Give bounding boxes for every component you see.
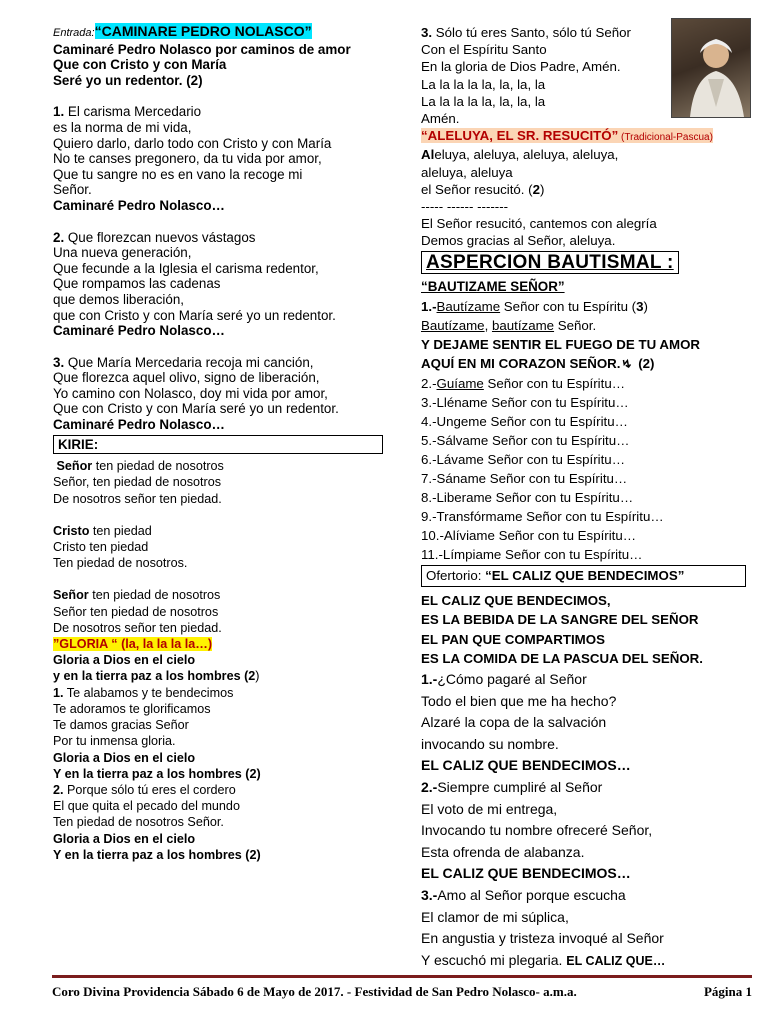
kirie-bold: Cristo xyxy=(53,523,90,538)
chorus-line: Seré yo un redentor. (2) xyxy=(53,72,203,88)
aleluya-title-wrap xyxy=(421,128,713,143)
footer-text: Coro Divina Providencia Sábado 6 de Mayo de 2017. - Festividad de San Pedro Nolasco- a.m.a. xyxy=(52,984,577,999)
chorus-ref: Caminaré Pedro Nolasco… xyxy=(53,197,225,213)
dejame-text: AQUÍ EN MI CORAZON SEÑOR. xyxy=(421,355,621,371)
song1-title: “CAMINARE PEDRO NOLASCO” xyxy=(94,23,312,39)
verse-line: que demos liberación, xyxy=(53,291,185,307)
gloria-chorus: Gloria a Dios en el cielo xyxy=(53,750,196,765)
caliz-ref-inline: EL CALIZ QUE… xyxy=(566,953,666,968)
bautizame-line: 3.-Lléname Señor con tu Espíritu… xyxy=(421,394,629,410)
underlined-word: Bautízame xyxy=(421,317,485,333)
dejame-line: Y DEJAME SENTIR EL FUEGO DE TU AMOR xyxy=(421,336,701,352)
kirie-text: ten piedad xyxy=(89,523,152,538)
verse-line: Que rompamos las cadenas xyxy=(53,276,221,292)
bautizame-line: 4.-Ungeme Señor con tu Espíritu… xyxy=(421,413,628,429)
aleluya-line: Demos gracias al Señor, aleluya. xyxy=(421,233,616,249)
aleluya-text: ) xyxy=(540,181,545,197)
kirie-line: Señor ten piedad de nosotros xyxy=(53,604,219,619)
kirie-line: Ten piedad de nosotros. xyxy=(53,556,188,571)
caliz-ref: EL CALIZ QUE BENDECIMOS… xyxy=(421,757,631,774)
underlined-word: Guíame xyxy=(436,375,484,391)
bautizame-line: 8.-Liberame Señor con tu Espíritu… xyxy=(421,489,634,505)
kirie-text: ten piedad de nosotros xyxy=(92,459,224,474)
chorus-line: Que con Cristo y con María xyxy=(53,57,227,73)
caliz-text: ¿Cómo pagaré al Señor xyxy=(437,671,587,688)
aspercion-heading xyxy=(421,251,756,275)
caliz-line xyxy=(421,669,756,691)
gloria-heading xyxy=(53,636,398,652)
caliz-chorus: EL PAN QUE COMPARTIMOS xyxy=(421,631,605,647)
bautizame-line: 7.-Sáname Señor con tu Espíritu… xyxy=(421,470,628,486)
verse-line: Que florezca aquel olivo, signo de liberación, xyxy=(53,370,320,386)
verse-number: 1. xyxy=(53,685,64,700)
bautizame-title: “BAUTIZAME SEÑOR” xyxy=(421,278,565,294)
verse-number: 2. xyxy=(53,782,64,797)
verse-line xyxy=(53,230,398,246)
gloria-line: Ten piedad de nosotros Señor. xyxy=(53,815,224,830)
kirie-bold: Señor xyxy=(53,588,89,603)
kirie-line: Señor, ten piedad de nosotros xyxy=(53,475,222,490)
aleluya-title: “ALELUYA, EL SR. RESUCITÓ” xyxy=(421,128,619,144)
verse-line: Que tu sangre no es en vano la recoge mi xyxy=(53,166,303,182)
kirie-title: KIRIE: xyxy=(53,435,383,455)
verse-line: Quiero darlo, darlo todo con Cristo y con María xyxy=(53,135,332,151)
ofertorio-title: “EL CALIZ QUE BENDECIMOS” xyxy=(485,567,685,583)
verse-text: Te alabamos y te bendecimos xyxy=(63,685,234,700)
caliz-line: Invocando tu nombre ofreceré Señor, xyxy=(421,822,653,839)
kirie-line: De nosotros señor ten piedad. xyxy=(53,620,222,635)
caliz-line xyxy=(421,777,756,799)
underlined-word: bautízame xyxy=(491,317,555,333)
aleluya-count: 2 xyxy=(532,181,541,197)
bautizame-line: 5.-Sálvame Señor con tu Espíritu… xyxy=(421,432,630,448)
verse-line: Que fecunde a la Iglesia el carisma redentor, xyxy=(53,260,319,276)
kirie-text: ten piedad de nosotros xyxy=(88,588,221,603)
caliz-line: Alzaré la copa de la salvación xyxy=(421,714,607,731)
kirie-line xyxy=(53,587,398,603)
verse-text: Sólo tú eres Santo, sólo tú Señor xyxy=(432,25,631,40)
caliz-line: invocando su nombre. xyxy=(421,735,559,752)
left-column xyxy=(53,24,398,863)
aleluya-line xyxy=(421,181,756,198)
caliz-line xyxy=(421,950,756,973)
aleluya-line xyxy=(421,146,756,163)
gloria-chorus xyxy=(53,668,398,684)
gloria-line: La la la la la, la, la, la xyxy=(421,93,546,109)
gloria-line: Con el Espíritu Santo xyxy=(421,42,547,58)
bautizame-text: Señor con tu Espíritu… xyxy=(483,375,626,391)
gloria-chorus: Y en la tierra paz a los hombres (2) xyxy=(53,847,261,862)
gloria-line: La la la la la, la, la, la xyxy=(421,76,546,92)
kirie-line: De nosotros señor ten piedad. xyxy=(53,491,222,506)
verse-line: Una nueva generación, xyxy=(53,245,192,261)
gloria-line: Por tu inmensa gloria. xyxy=(53,734,176,749)
verse-number: 2.- xyxy=(421,375,437,391)
gloria-title: ”GLORIA “ (la, la la la la…) xyxy=(53,637,213,652)
verse-number: 1.- xyxy=(421,671,438,688)
gloria-line: Te damos gracias Señor xyxy=(53,718,189,733)
ofertorio-label: Ofertorio: xyxy=(426,567,486,583)
bautizame-line: 9.-Transfórmame Señor con tu Espíritu… xyxy=(421,508,664,524)
dejame-line xyxy=(421,354,756,374)
bautizame-line: 11.-Límpiame Señor con tu Espíritu… xyxy=(421,546,643,562)
caliz-line: Todo el bien que me ha hecho? xyxy=(421,692,617,709)
caliz-line: En angustia y tristeza invoqué al Señor xyxy=(421,930,664,947)
kirie-line xyxy=(53,523,398,539)
verse-text: El carisma Mercedario xyxy=(64,104,202,120)
verse-number: 2.- xyxy=(421,778,438,795)
verse-text: Porque sólo tú eres el cordero xyxy=(63,782,236,797)
caliz-line: El clamor de mi súplica, xyxy=(421,908,569,925)
gloria-chorus: Y en la tierra paz a los hombres (2) xyxy=(53,766,261,781)
caliz-text: Y escuchó mi plegaria. xyxy=(421,951,567,968)
gloria-chorus-close: ) xyxy=(255,669,260,684)
gloria-line: Amén. xyxy=(421,111,460,127)
song1-heading xyxy=(53,24,398,42)
verse-line: Señor. xyxy=(53,182,92,198)
separator-dashes: ----- ------ ------- xyxy=(421,199,509,215)
caliz-text: Siempre cumpliré al Señor xyxy=(437,778,603,795)
aleluya-note: (Tradicional-Pascua) xyxy=(618,132,713,144)
aspercion-title: ASPERCION BAUTISMAL : xyxy=(421,251,679,274)
caliz-text: Amo al Señor porque escucha xyxy=(437,886,626,903)
verse-number: 3. xyxy=(53,354,65,370)
verse-number: 1.- xyxy=(421,298,437,314)
page-number: Página 1 xyxy=(703,984,752,999)
gloria-line xyxy=(53,782,398,798)
caliz-line: El voto de mi entrega, xyxy=(421,800,558,817)
gloria-line: En la gloria de Dios Padre, Amén. xyxy=(421,59,621,75)
ofertorio-heading xyxy=(421,565,746,587)
verse-line: Que con Cristo y con María seré yo un redentor. xyxy=(53,401,339,417)
verse-number: 2. xyxy=(53,229,65,245)
aleluya-line: El Señor resucitó, cantemos con alegría xyxy=(421,216,657,232)
gloria-chorus-text: y en la tierra paz a los hombres (2 xyxy=(53,669,256,684)
arrow-icon: ↯ xyxy=(620,355,635,372)
verse-line: No te canses pregonero, da tu vida por amor, xyxy=(53,151,322,167)
gloria-line xyxy=(421,24,756,41)
chorus-ref: Caminaré Pedro Nolasco… xyxy=(53,323,225,339)
aleluya-text: el Señor resucitó. ( xyxy=(421,181,533,197)
bautizame-text: Señor con tu Espíritu ( xyxy=(500,298,637,314)
page-footer xyxy=(52,984,752,1000)
caliz-line: Esta ofrenda de alabanza. xyxy=(421,843,585,860)
kirie-line: Cristo ten piedad xyxy=(53,540,149,555)
bautizame-line: 10.-Alíviame Señor con tu Espíritu… xyxy=(421,527,637,543)
footer-divider xyxy=(52,975,752,978)
gloria-line xyxy=(53,685,398,701)
verse-line: Yo camino con Nolasco, doy mi vida por amor, xyxy=(53,385,328,401)
right-column xyxy=(421,24,756,972)
verse-text: Que María Mercedaria recoja mi canción, xyxy=(64,354,314,370)
caliz-chorus: ES LA COMIDA DE LA PASCUA DEL SEÑOR. xyxy=(421,651,703,667)
bautizame-text: Señor. xyxy=(554,317,597,333)
underlined-word: Bautízame xyxy=(436,298,501,314)
kirie-bold: Señor xyxy=(56,459,93,474)
bautizame-line xyxy=(421,297,756,316)
aleluya-text: eluya, aleluya, aleluya, aleluya, xyxy=(434,147,619,163)
gloria-chorus: Gloria a Dios en el cielo xyxy=(53,831,196,846)
chorus-line: Caminaré Pedro Nolasco por caminos de amor xyxy=(53,41,351,57)
aleluya-line: aleluya, aleluya xyxy=(421,164,513,180)
entrada-label: Entrada: xyxy=(53,27,95,39)
gloria-line: Te adoramos te glorificamos xyxy=(53,701,211,716)
verse-line xyxy=(53,104,398,120)
caliz-line xyxy=(421,885,756,907)
dejame-repeat: (2) xyxy=(634,355,655,371)
verse-line xyxy=(53,355,398,371)
verse-number: 3. xyxy=(421,25,433,40)
aleluya-bold: Al xyxy=(421,147,435,163)
repeat-count: 3 xyxy=(636,298,644,314)
separator: , xyxy=(484,317,492,333)
verse-number: 1. xyxy=(53,104,65,120)
caliz-ref: EL CALIZ QUE BENDECIMOS… xyxy=(421,865,631,882)
verse-line: es la norma de mi vida, xyxy=(53,119,192,135)
aleluya-heading xyxy=(421,127,756,146)
verse-number: 3.- xyxy=(421,886,438,903)
bautizame-text: ) xyxy=(643,298,648,314)
verse-text: Que florezcan nuevos vástagos xyxy=(64,229,256,245)
bautizame-line xyxy=(421,316,756,335)
verse-line: que con Cristo y con María seré yo un redentor. xyxy=(53,307,336,323)
chorus-ref: Caminaré Pedro Nolasco… xyxy=(53,417,225,433)
gloria-line: El que quita el pecado del mundo xyxy=(53,799,240,814)
caliz-chorus: ES LA BEBIDA DE LA SANGRE DEL SEÑOR xyxy=(421,612,699,628)
gloria-chorus: Gloria a Dios en el cielo xyxy=(53,653,196,668)
kirie-line xyxy=(53,458,398,474)
bautizame-line: 6.-Lávame Señor con tu Espíritu… xyxy=(421,451,625,467)
bautizame-line xyxy=(421,374,756,393)
caliz-chorus: EL CALIZ QUE BENDECIMOS, xyxy=(421,592,611,608)
